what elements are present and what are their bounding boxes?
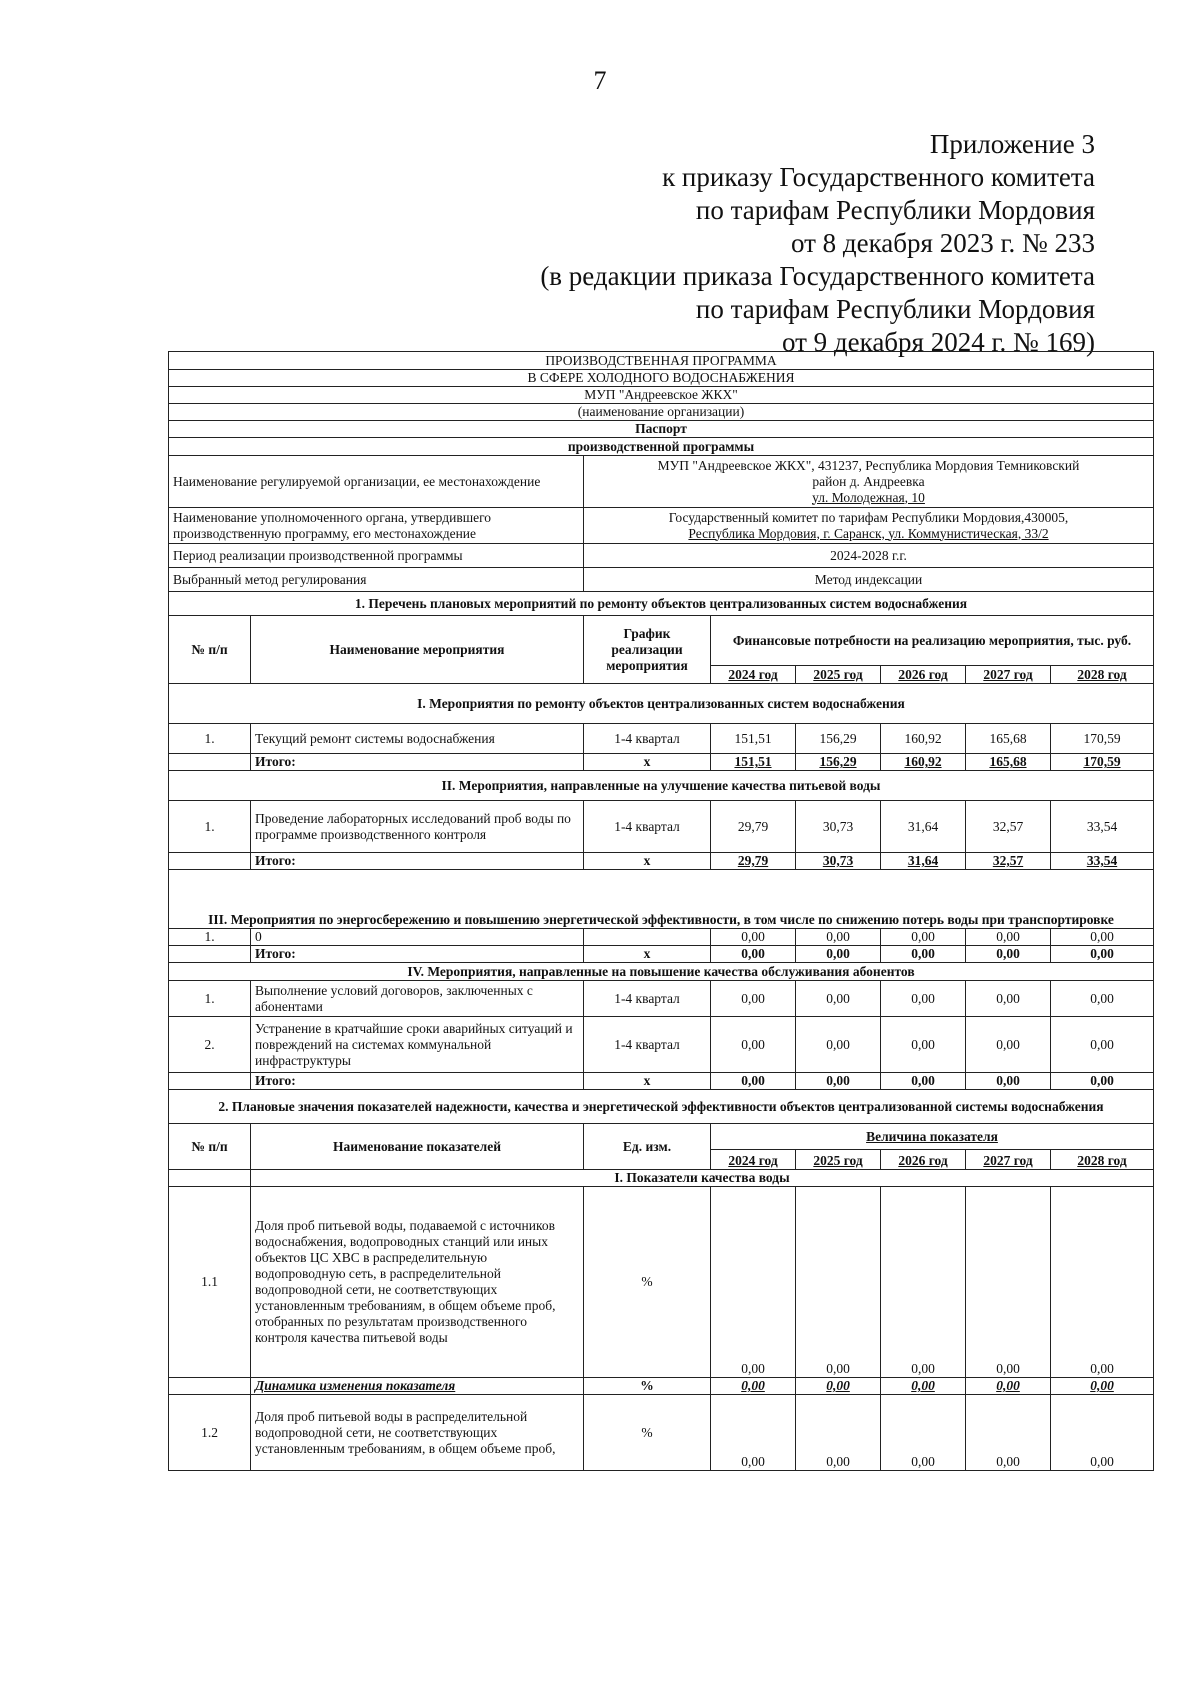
- total-label: Итого:: [251, 754, 584, 771]
- group-title: III. Мероприятия по энергосбережению и повышению энергетической эффективности, в том числе по снижению потерь воды при транспортировке: [169, 870, 1154, 929]
- row-schedule: 1-4 квартал: [584, 724, 711, 754]
- col-unit-header: Ед. изм.: [584, 1124, 711, 1170]
- indicator-value: 0,00: [1051, 1395, 1154, 1471]
- total-value: 29,79: [711, 853, 796, 870]
- header-line: (в редакции приказа Государственного комитета: [540, 261, 1095, 291]
- row-value: 0,00: [881, 929, 966, 946]
- row-value: 32,57: [966, 801, 1051, 853]
- total-value: 0,00: [966, 1073, 1051, 1090]
- total-schedule: х: [584, 946, 711, 963]
- row-value: 170,59: [1051, 724, 1154, 754]
- section1-title: 1. Перечень плановых мероприятий по ремонту объектов централизованных систем водоснабжения: [169, 592, 1154, 616]
- row-value: 160,92: [881, 724, 966, 754]
- row-num: 1.: [169, 981, 251, 1017]
- indicator-name: Доля проб питьевой воды, подаваемой с источников водоснабжения, водопроводных станций или иных объектов ЦС ХВС в распределительную водопроводную сеть, в распределительной водопроводной сети, не соответствующих установленным требованиям, в общем объеме проб, отобранных по результатам производственного контроля качества питьевой воды: [251, 1187, 584, 1378]
- total-value: 0,00: [1051, 946, 1154, 963]
- year-header: 2024 год: [711, 666, 796, 684]
- year-header: 2025 год: [796, 1150, 881, 1170]
- indicator-value: 0,00: [966, 1187, 1051, 1378]
- header-line: по тарифам Республики Мордовия: [695, 195, 1095, 225]
- col-schedule-header: График реализации мероприятия: [584, 616, 711, 684]
- total-value: 0,00: [711, 1073, 796, 1090]
- row-num: 1.: [169, 929, 251, 946]
- program-title: ПРОИЗВОДСТВЕННАЯ ПРОГРАММА: [169, 352, 1154, 370]
- passport-authority-value: [584, 508, 1154, 544]
- passport-org-line: район д. Андреевка: [812, 473, 925, 489]
- row-value: 31,64: [881, 801, 966, 853]
- row-value: 33,54: [1051, 801, 1154, 853]
- passport-title: Паспорт: [169, 421, 1154, 438]
- dynamics-value: 0,00: [881, 1378, 966, 1395]
- production-program-table: [168, 351, 1154, 1471]
- group-title: II. Мероприятия, направленные на улучшение качества питьевой воды: [169, 771, 1154, 801]
- indicator-unit: %: [584, 1187, 711, 1378]
- passport-period-label: Период реализации производственной программы: [169, 544, 584, 568]
- year-header: 2024 год: [711, 1150, 796, 1170]
- indicator-value: 0,00: [711, 1395, 796, 1471]
- appendix-header: [540, 128, 1095, 359]
- total-value: 0,00: [1051, 1073, 1154, 1090]
- col-finance-header: Финансовые потребности на реализацию мероприятия, тыс. руб.: [711, 616, 1154, 666]
- row-num: 1.: [169, 724, 251, 754]
- dynamics-value: 0,00: [796, 1378, 881, 1395]
- row-value: 0,00: [881, 1017, 966, 1073]
- passport-period-value: 2024-2028 г.г.: [584, 544, 1154, 568]
- total-schedule: х: [584, 853, 711, 870]
- dynamics-value: 0,00: [1051, 1378, 1154, 1395]
- row-value: 0,00: [1051, 929, 1154, 946]
- year-header: 2026 год: [881, 1150, 966, 1170]
- total-value: 32,57: [966, 853, 1051, 870]
- row-name: Проведение лабораторных исследований проб воды по программе производственного контроля: [251, 801, 584, 853]
- total-value: 30,73: [796, 853, 881, 870]
- total-label: Итого:: [251, 853, 584, 870]
- row-value: 0,00: [796, 981, 881, 1017]
- indicator-value: 0,00: [966, 1395, 1051, 1471]
- organization-caption: (наименование организации): [169, 404, 1154, 421]
- total-value: 33,54: [1051, 853, 1154, 870]
- passport-authority-line: Республика Мордовия, г. Саранск, ул. Коммунистическая, 33/2: [688, 525, 1049, 541]
- row-num: 2.: [169, 1017, 251, 1073]
- row-value: 0,00: [966, 1017, 1051, 1073]
- organization-name: МУП "Андреевское ЖКХ": [169, 387, 1154, 404]
- indicator-value: 0,00: [1051, 1187, 1154, 1378]
- dynamics-unit: %: [584, 1378, 711, 1395]
- col-num-header: № п/п: [169, 1124, 251, 1170]
- indicator-num: 1.2: [169, 1395, 251, 1471]
- total-value: 160,92: [881, 754, 966, 771]
- header-line: Приложение 3: [929, 129, 1095, 159]
- indicator-value: 0,00: [711, 1187, 796, 1378]
- passport-org-value: [584, 456, 1154, 508]
- row-name: Выполнение условий договоров, заключенных с абонентами: [251, 981, 584, 1017]
- total-label: Итого:: [251, 1073, 584, 1090]
- col-name-header: Наименование мероприятия: [251, 616, 584, 684]
- indicator-value: 0,00: [881, 1395, 966, 1471]
- page-number: 7: [593, 66, 607, 95]
- header-line: к приказу Государственного комитета: [662, 162, 1095, 192]
- row-value: 0,00: [796, 1017, 881, 1073]
- row-value: 0,00: [711, 929, 796, 946]
- total-label: Итого:: [251, 946, 584, 963]
- col-name-header: Наименование показателей: [251, 1124, 584, 1170]
- total-schedule: х: [584, 754, 711, 771]
- row-value: 30,73: [796, 801, 881, 853]
- blank-cell: [169, 1170, 251, 1187]
- group-title: IV. Мероприятия, направленные на повышение качества обслуживания абонентов: [169, 963, 1154, 981]
- dynamics-value: 0,00: [711, 1378, 796, 1395]
- total-value: 0,00: [881, 946, 966, 963]
- total-value: 0,00: [796, 1073, 881, 1090]
- row-name: 0: [251, 929, 584, 946]
- year-header: 2027 год: [966, 1150, 1051, 1170]
- subsection-title: I. Показатели качества воды: [251, 1170, 1154, 1187]
- row-name: Устранение в кратчайшие сроки аварийных ситуаций и повреждений на системах коммунальной инфраструктуры: [251, 1017, 584, 1073]
- passport-authority-label: Наименование уполномоченного органа, утвердившего производственную программу, его местонахождение: [169, 508, 584, 544]
- group-title: I. Мероприятия по ремонту объектов централизованных систем водоснабжения: [169, 684, 1154, 724]
- indicator-num: 1.1: [169, 1187, 251, 1378]
- total-value: 165,68: [966, 754, 1051, 771]
- total-value: 31,64: [881, 853, 966, 870]
- passport-method-label: Выбранный метод регулирования: [169, 568, 584, 592]
- row-value: 0,00: [966, 981, 1051, 1017]
- section2-title: 2. Плановые значения показателей надежности, качества и энергетической эффективности объектов централизованной системы водоснабжения: [169, 1090, 1154, 1124]
- row-schedule: 1-4 квартал: [584, 801, 711, 853]
- program-subtitle: В СФЕРЕ ХОЛОДНОГО ВОДОСНАБЖЕНИЯ: [169, 370, 1154, 387]
- row-value: 0,00: [711, 981, 796, 1017]
- row-num: 1.: [169, 801, 251, 853]
- total-num: [169, 1073, 251, 1090]
- row-value: 0,00: [796, 929, 881, 946]
- row-value: 165,68: [966, 724, 1051, 754]
- row-value: 156,29: [796, 724, 881, 754]
- row-value: 0,00: [1051, 981, 1154, 1017]
- row-value: 29,79: [711, 801, 796, 853]
- row-schedule: 1-4 квартал: [584, 981, 711, 1017]
- row-schedule: [584, 929, 711, 946]
- indicator-value: 0,00: [881, 1187, 966, 1378]
- passport-org-line: ул. Молодежная, 10: [812, 489, 925, 505]
- row-value: 0,00: [966, 929, 1051, 946]
- indicator-value: 0,00: [796, 1187, 881, 1378]
- passport-subtitle: производственной программы: [169, 438, 1154, 456]
- total-num: [169, 946, 251, 963]
- passport-org-line: МУП "Андреевское ЖКХ", 431237, Республика Мордовия Темниковский: [657, 457, 1080, 473]
- total-value: 0,00: [711, 946, 796, 963]
- year-header: 2026 год: [881, 666, 966, 684]
- total-num: [169, 754, 251, 771]
- header-line: по тарифам Республики Мордовия: [695, 294, 1095, 324]
- row-schedule: 1-4 квартал: [584, 1017, 711, 1073]
- total-value: 170,59: [1051, 754, 1154, 771]
- col-num-header: № п/п: [169, 616, 251, 684]
- row-name: Текущий ремонт системы водоснабжения: [251, 724, 584, 754]
- total-value: 0,00: [966, 946, 1051, 963]
- total-num: [169, 853, 251, 870]
- total-schedule: х: [584, 1073, 711, 1090]
- dynamics-label: Динамика изменения показателя: [251, 1378, 584, 1395]
- indicator-value: 0,00: [796, 1395, 881, 1471]
- year-header: 2025 год: [796, 666, 881, 684]
- dynamics-value: 0,00: [966, 1378, 1051, 1395]
- row-value: 0,00: [881, 981, 966, 1017]
- row-value: 0,00: [1051, 1017, 1154, 1073]
- total-value: 0,00: [796, 946, 881, 963]
- year-header: 2028 год: [1051, 1150, 1154, 1170]
- blank-cell: [169, 1378, 251, 1395]
- passport-org-label: Наименование регулируемой организации, ее местонахождение: [169, 456, 584, 508]
- header-line: от 9 декабря 2024 г. № 169): [781, 327, 1095, 357]
- total-value: 156,29: [796, 754, 881, 771]
- header-line: от 8 декабря 2023 г. № 233: [790, 228, 1095, 258]
- year-header: 2028 год: [1051, 666, 1154, 684]
- indicator-unit: %: [584, 1395, 711, 1471]
- col-value-header: Величина показателя: [711, 1124, 1154, 1150]
- passport-method-value: Метод индексации: [584, 568, 1154, 592]
- passport-authority-line: Государственный комитет по тарифам Республики Мордовия,430005,: [668, 509, 1069, 525]
- total-value: 151,51: [711, 754, 796, 771]
- indicator-name: Доля проб питьевой воды в распределительной водопроводной сети, не соответствующих установленным требованиям, в общем объеме проб,: [251, 1395, 584, 1471]
- year-header: 2027 год: [966, 666, 1051, 684]
- row-value: 0,00: [711, 1017, 796, 1073]
- total-value: 0,00: [881, 1073, 966, 1090]
- row-value: 151,51: [711, 724, 796, 754]
